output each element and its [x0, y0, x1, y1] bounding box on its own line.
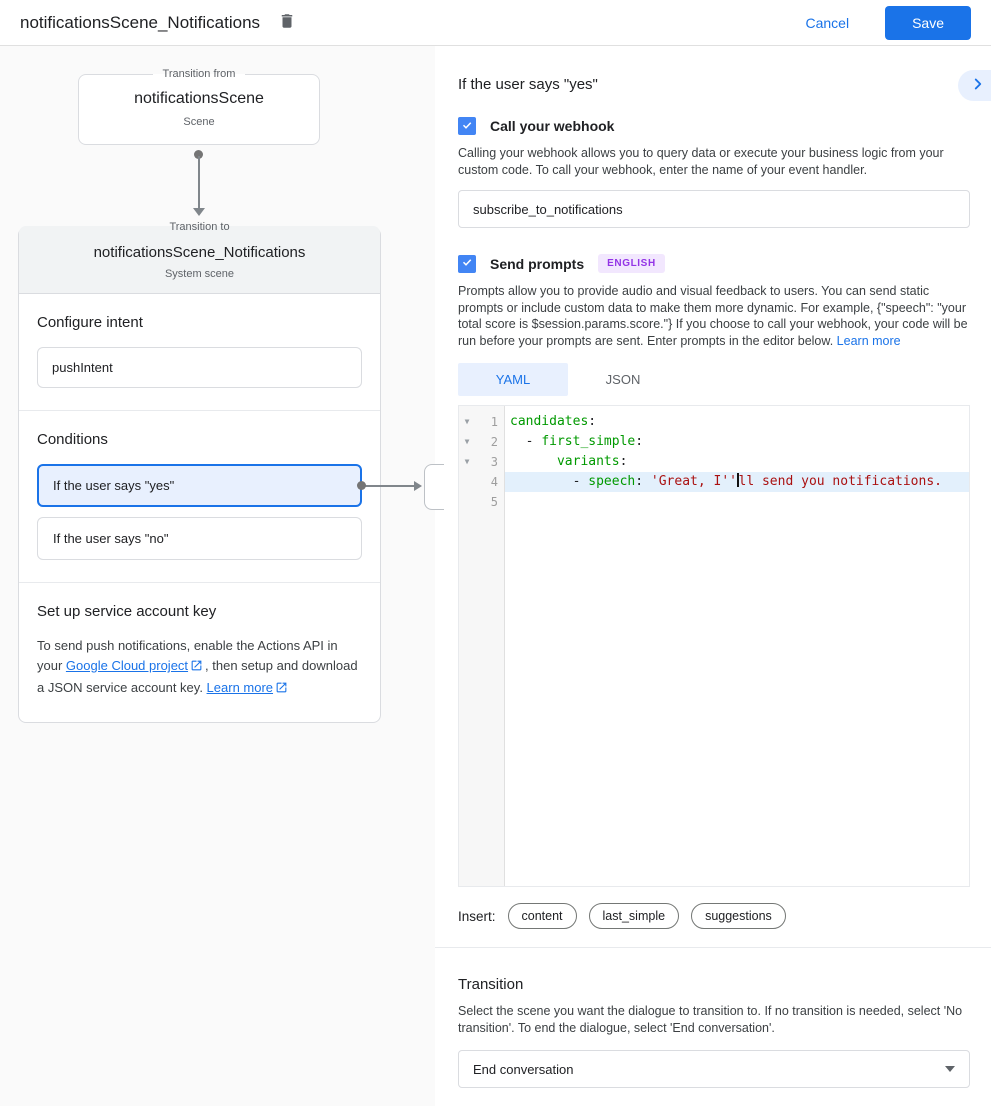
connector-bracket — [424, 464, 444, 510]
to-scene-type: System scene — [164, 268, 235, 280]
connector-arrow — [414, 481, 422, 491]
insert-label: Insert: — [458, 908, 496, 924]
insert-row — [458, 903, 970, 929]
line-number: 3 — [490, 455, 498, 469]
code-line: - speech: 'Great, I'' ll send you notifications. — [505, 472, 969, 492]
service-text-1: To send push notifications, enable the Actions API in your — [37, 638, 338, 673]
transition-select[interactable] — [458, 1050, 970, 1088]
service-text-2: , then setup and download a JSON service account key. — [37, 658, 358, 695]
chevron-right-icon — [969, 75, 987, 96]
webhook-description: Calling your webhook allows you to query data or execute your business logic from your custom code. To call your webhook, enter the name of your event handler. — [458, 146, 944, 177]
service-account-text — [37, 636, 362, 700]
webhook-handler-input[interactable]: subscribe_to_notifications — [458, 190, 970, 228]
insert-chips — [508, 903, 798, 929]
call-webhook-row — [458, 117, 970, 135]
line-number: 1 — [490, 415, 498, 429]
code-line: candidates: — [510, 414, 597, 429]
send-prompts-row — [458, 254, 970, 273]
fold-arrow-icon[interactable]: ▼ — [464, 417, 470, 426]
detail-panel-title: If the user says "yes" — [458, 76, 598, 93]
transition-from-legend: Transition from — [162, 68, 236, 80]
from-scene-type: Scene — [183, 116, 215, 128]
line-number: 2 — [490, 435, 498, 449]
condition-item[interactable]: If the user says "no" — [37, 517, 362, 560]
transition-to-legend: Transition to — [169, 221, 230, 233]
to-scene-name: notificationsScene_Notifications — [93, 244, 306, 261]
collapse-panel-button[interactable] — [958, 70, 991, 101]
google-cloud-project-link[interactable]: Google Cloud project — [65, 658, 189, 673]
top-bar — [0, 0, 991, 46]
line-number: 4 — [490, 475, 498, 489]
language-badge: ENGLISH — [598, 254, 665, 273]
section-divider — [435, 947, 991, 948]
connector-arrowhead — [193, 208, 205, 216]
dropdown-arrow-icon — [945, 1066, 955, 1072]
transition-description: Select the scene you want the dialogue to transition to. If no transition is needed, select 'No transition'. To end the dialogue, select 'End conversation'. — [458, 1004, 963, 1035]
tab-yaml[interactable]: YAML — [458, 363, 568, 396]
page-title: notificationsScene_Notifications — [20, 12, 261, 32]
external-link-icon — [275, 680, 288, 700]
tab-json[interactable]: JSON — [605, 372, 641, 387]
learn-more-link[interactable]: Learn more — [206, 680, 274, 695]
code-line: variants: — [556, 454, 628, 469]
call-webhook-label: Call your webhook — [490, 118, 615, 134]
editor-code-area[interactable] — [505, 406, 969, 886]
checkmark-icon — [461, 256, 473, 271]
transition-from-card[interactable] — [78, 68, 320, 145]
insert-chip-suggestions[interactable]: suggestions — [691, 903, 786, 929]
from-scene-name: notificationsScene — [134, 90, 264, 107]
configure-intent-section — [19, 294, 380, 410]
conditions-list — [37, 464, 362, 560]
scene-diagram-panel — [0, 46, 435, 1106]
send-prompts-checkbox[interactable] — [458, 255, 476, 273]
fold-arrow-icon[interactable]: ▼ — [464, 457, 470, 466]
fold-arrow-icon[interactable]: ▼ — [464, 437, 470, 446]
prompt-code-editor — [458, 405, 970, 887]
save-button[interactable]: Save — [885, 6, 971, 40]
main-content — [0, 46, 991, 1106]
cancel-button[interactable]: Cancel — [799, 14, 855, 32]
configure-intent-heading: Configure intent — [37, 314, 143, 331]
condition-detail-panel — [435, 46, 991, 1106]
checkmark-icon — [461, 119, 473, 134]
connector-dot — [357, 481, 366, 490]
transition-select-value: End conversation — [473, 1061, 574, 1077]
prompts-learn-more-link[interactable]: Learn more — [836, 333, 901, 348]
code-line: - first_simple: — [510, 434, 644, 449]
scene-card-header — [19, 226, 380, 294]
connector-line — [363, 485, 416, 487]
editor-gutter — [459, 406, 505, 886]
conditions-heading: Conditions — [37, 431, 108, 448]
call-webhook-checkbox[interactable] — [458, 117, 476, 135]
insert-chip-last_simple[interactable]: last_simple — [589, 903, 680, 929]
line-number: 5 — [490, 495, 498, 509]
connector-line — [198, 156, 200, 208]
insert-chip-content[interactable]: content — [508, 903, 577, 929]
conditions-section — [19, 410, 380, 582]
send-prompts-label: Send prompts — [490, 255, 585, 272]
trash-icon — [278, 11, 296, 34]
prompts-description-text: Prompts allow you to provide audio and visual feedback to users. You can send static prompts or include custom data to make them more dynamic. For example, {"speech": "your total score is $session.params.score."} If you choose to call your webhook, your code will be run before your prompts are sent. Enter prompts in the editor below. — [458, 284, 968, 348]
service-account-heading: Set up service account key — [37, 603, 217, 620]
delete-scene-button[interactable] — [274, 7, 300, 38]
code-line — [505, 492, 969, 512]
transition-heading: Transition — [458, 976, 524, 993]
condition-item[interactable]: If the user says "yes" — [37, 464, 362, 507]
editor-format-tabs — [458, 363, 970, 396]
external-link-icon — [190, 658, 203, 678]
prompts-description — [458, 283, 970, 349]
intent-field[interactable]: pushIntent — [37, 347, 362, 388]
transition-to-card — [18, 221, 381, 723]
service-account-section — [19, 582, 380, 722]
